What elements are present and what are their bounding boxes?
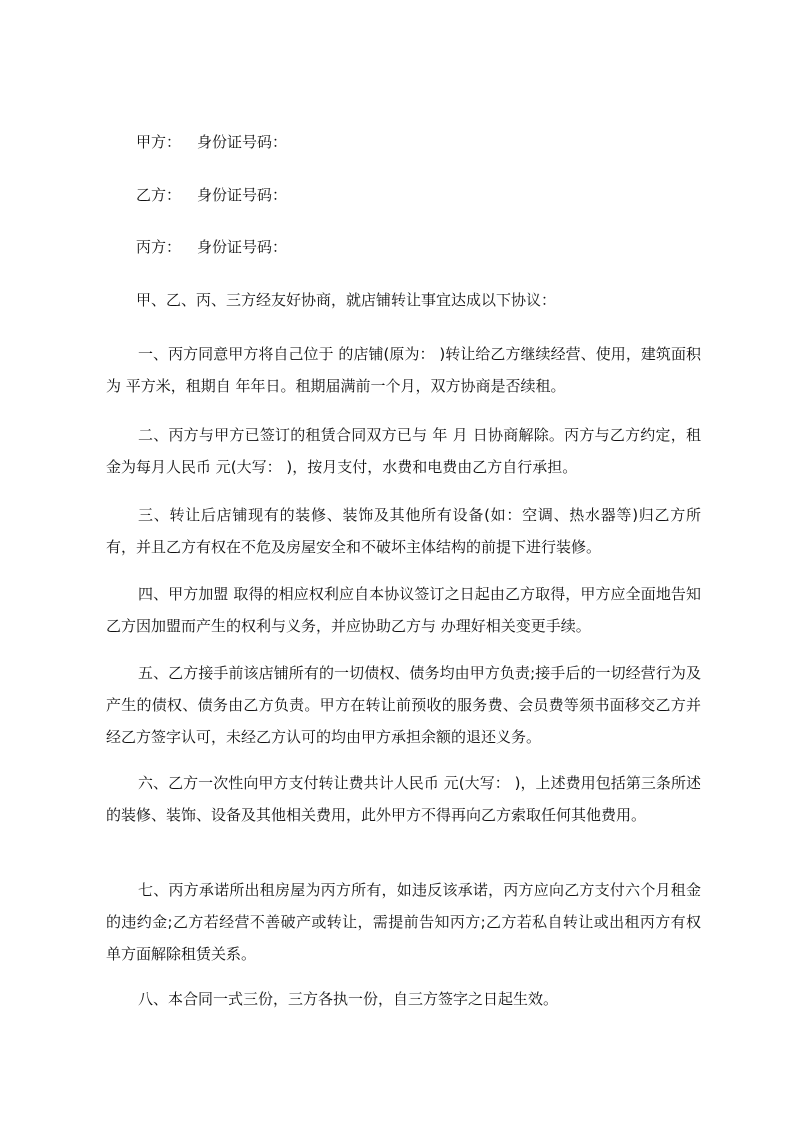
- clause-7: 七、丙方承诺所出租房屋为丙方所有，如违反该承诺，丙方应向乙方支付六个月租金的违约金;乙方若经营不善破产或转让，需提前告知丙方;乙方若私自转让或出租丙方有权单方面解除租赁关系。: [106, 881, 701, 963]
- intro-paragraph: 甲、乙、丙、三方经友好协商，就店铺转让事宜达成以下协议：: [136, 291, 557, 309]
- clause-5: 五、乙方接手前该店铺所有的一切债权、债务均由甲方负责;接手后的一切经营行为及产生的债权、债务由乙方负责。甲方在转让前预收的服务费、会员费等须书面移交乙方并经乙方签字认可，未经乙方认可的均由甲方承担余额的退还义务。: [106, 664, 701, 746]
- party-c-id-label: 身份证号码：: [197, 238, 288, 256]
- party-b-label: 乙方：: [136, 186, 182, 204]
- clause-4: 四、甲方加盟 取得的相应权利应自本协议签订之日起由乙方取得，甲方应全面地告知乙方因加盟而产生的权利与义务，并应协助乙方与 办理好相关变更手续。: [106, 585, 701, 635]
- clause-2: 二、丙方与甲方已签订的租赁合同双方已与 年 月 日协商解除。丙方与乙方约定，租金为每月人民币 元(大写： )，按月支付，水费和电费由乙方自行承担。: [106, 426, 701, 476]
- clause-1: 一、丙方同意甲方将自己位于 的店铺(原为： )转让给乙方继续经营、使用，建筑面积为 平方米，租期自 年年日。租期届满前一个月，双方协商是否续租。: [106, 345, 701, 395]
- clause-3: 三、转让后店铺现有的装修、装饰及其他所有设备(如：空调、热水器等)归乙方所有，并且乙方有权在不危及房屋安全和不破坏主体结构的前提下进行装修。: [106, 506, 701, 556]
- party-c-line: [136, 236, 287, 258]
- party-a-label: 甲方：: [136, 133, 182, 151]
- party-b-id-label: 身份证号码：: [197, 186, 288, 204]
- clause-8: 八、本合同一式三份，三方各执一份，自三方签字之日起生效。: [138, 990, 559, 1008]
- party-a-line: [136, 131, 287, 153]
- party-a-id-label: 身份证号码：: [197, 133, 288, 151]
- party-b-line: [136, 184, 287, 206]
- party-c-label: 丙方：: [136, 238, 182, 256]
- clause-6: 六、乙方一次性向甲方支付转让费共计人民币 元(大写： )，上述费用包括第三条所述的装修、装饰、设备及其他相关费用，此外甲方不得再向乙方索取任何其他费用。: [106, 774, 701, 824]
